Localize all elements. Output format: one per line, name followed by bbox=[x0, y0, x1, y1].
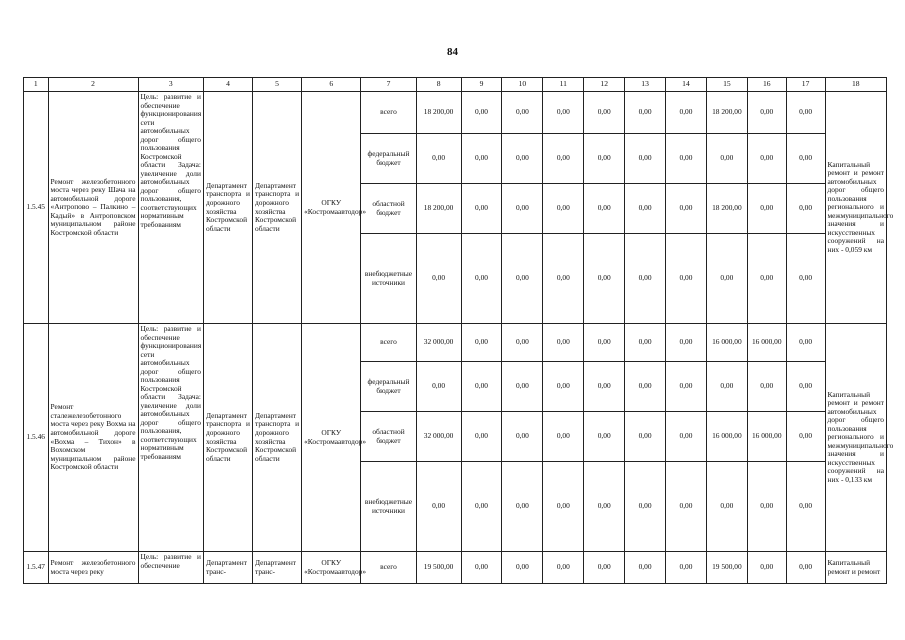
value-cell: 0,00 bbox=[625, 324, 666, 362]
value-cell: 0,00 bbox=[543, 92, 584, 134]
value-cell: 0,00 bbox=[543, 184, 584, 234]
value-cell: 0,00 bbox=[786, 134, 825, 184]
header-cell: 5 bbox=[253, 78, 302, 92]
value-cell: 0,00 bbox=[666, 552, 707, 584]
executor-cell: ОГКУ «Костромаавтодор» bbox=[302, 92, 361, 324]
coexecutor-cell: Департамент транс- bbox=[253, 552, 302, 584]
value-cell: 0,00 bbox=[625, 92, 666, 134]
goal-task-cell: Цель: развитие и обеспечение bbox=[138, 552, 203, 584]
responsible-cell: Департамент транс- bbox=[203, 552, 252, 584]
value-cell: 0,00 bbox=[416, 462, 461, 552]
header-cell: 6 bbox=[302, 78, 361, 92]
row-number-cell: 1.5.47 bbox=[24, 552, 49, 584]
header-cell: 4 bbox=[203, 78, 252, 92]
value-cell: 0,00 bbox=[502, 134, 543, 184]
value-cell: 0,00 bbox=[786, 234, 825, 324]
value-cell: 0,00 bbox=[666, 92, 707, 134]
value-cell: 18 200,00 bbox=[706, 92, 747, 134]
header-row bbox=[24, 78, 887, 92]
funding-source-cell: областной бюджет bbox=[361, 412, 416, 462]
value-cell: 0,00 bbox=[502, 412, 543, 462]
value-cell: 0,00 bbox=[502, 324, 543, 362]
event-name-cell: Ремонт сталежелезобетонного моста через реку Вохма на автомобильной дороге «Вохма – Тихон» в Вохомском муниципальном районе Костромской области bbox=[48, 324, 138, 552]
value-cell: 0,00 bbox=[747, 462, 786, 552]
value-cell: 0,00 bbox=[786, 462, 825, 552]
header-cell: 12 bbox=[584, 78, 625, 92]
value-cell: 0,00 bbox=[625, 134, 666, 184]
value-cell: 16 000,00 bbox=[747, 412, 786, 462]
header-cell: 16 bbox=[747, 78, 786, 92]
header-cell: 8 bbox=[416, 78, 461, 92]
value-cell: 18 200,00 bbox=[416, 92, 461, 134]
value-cell: 0,00 bbox=[543, 412, 584, 462]
table-row bbox=[24, 552, 887, 584]
value-cell: 0,00 bbox=[461, 552, 502, 584]
table-row bbox=[24, 92, 887, 134]
header-cell: 14 bbox=[666, 78, 707, 92]
value-cell: 32 000,00 bbox=[416, 412, 461, 462]
value-cell: 0,00 bbox=[747, 184, 786, 234]
value-cell: 0,00 bbox=[786, 92, 825, 134]
value-cell: 0,00 bbox=[584, 412, 625, 462]
value-cell: 0,00 bbox=[666, 412, 707, 462]
value-cell: 0,00 bbox=[786, 552, 825, 584]
value-cell: 0,00 bbox=[543, 134, 584, 184]
value-cell: 0,00 bbox=[706, 234, 747, 324]
event-name-cell: Ремонт железобетонного моста через реку Шача на автомобильной дороге «Антропово – Палкино – Кадый» в Антроповском муниципальном районе Костромской области bbox=[48, 92, 138, 324]
value-cell: 0,00 bbox=[666, 324, 707, 362]
funding-source-cell: внебюджетные источники bbox=[361, 234, 416, 324]
value-cell: 0,00 bbox=[543, 324, 584, 362]
value-cell: 18 200,00 bbox=[416, 184, 461, 234]
value-cell: 0,00 bbox=[786, 324, 825, 362]
value-cell: 0,00 bbox=[461, 134, 502, 184]
row-number-cell: 1.5.45 bbox=[24, 92, 49, 324]
value-cell: 0,00 bbox=[461, 324, 502, 362]
value-cell: 0,00 bbox=[666, 134, 707, 184]
value-cell: 0,00 bbox=[584, 184, 625, 234]
value-cell: 0,00 bbox=[584, 234, 625, 324]
value-cell: 0,00 bbox=[625, 552, 666, 584]
funding-source-cell: федеральный бюджет bbox=[361, 362, 416, 412]
value-cell: 0,00 bbox=[625, 412, 666, 462]
goal-task-cell: Цель: развитие и обеспечение функционирования сети автомобильных дорог общего пользования Костромской области Задача: увеличение доли автомобильных дорог общего пользования, соответствующих нормативным требованиям bbox=[138, 92, 203, 324]
row-number-cell: 1.5.46 bbox=[24, 324, 49, 552]
value-cell: 0,00 bbox=[747, 362, 786, 412]
header-cell: 9 bbox=[461, 78, 502, 92]
value-cell: 19 500,00 bbox=[706, 552, 747, 584]
header-cell: 1 bbox=[24, 78, 49, 92]
value-cell: 0,00 bbox=[747, 92, 786, 134]
result-cell: Капитальный ремонт и ремонт bbox=[825, 552, 887, 584]
value-cell: 0,00 bbox=[786, 412, 825, 462]
header-cell: 15 bbox=[706, 78, 747, 92]
value-cell: 0,00 bbox=[543, 362, 584, 412]
value-cell: 0,00 bbox=[461, 362, 502, 412]
value-cell: 19 500,00 bbox=[416, 552, 461, 584]
value-cell: 0,00 bbox=[625, 234, 666, 324]
value-cell: 0,00 bbox=[502, 552, 543, 584]
value-cell: 0,00 bbox=[543, 234, 584, 324]
header-cell: 13 bbox=[625, 78, 666, 92]
funding-source-cell: внебюджетные источники bbox=[361, 462, 416, 552]
value-cell: 0,00 bbox=[584, 324, 625, 362]
responsible-cell: Департамент транспорта и дорожного хозяйства Костромской области bbox=[203, 92, 252, 324]
value-cell: 0,00 bbox=[747, 234, 786, 324]
value-cell: 0,00 bbox=[502, 92, 543, 134]
value-cell: 0,00 bbox=[625, 184, 666, 234]
value-cell: 0,00 bbox=[706, 134, 747, 184]
value-cell: 0,00 bbox=[747, 134, 786, 184]
table-row bbox=[24, 324, 887, 362]
value-cell: 0,00 bbox=[584, 552, 625, 584]
value-cell: 0,00 bbox=[666, 462, 707, 552]
value-cell: 0,00 bbox=[625, 362, 666, 412]
header-cell: 3 bbox=[138, 78, 203, 92]
header-cell: 18 bbox=[825, 78, 887, 92]
goal-task-cell: Цель: развитие и обеспечение функционирования сети автомобильных дорог общего пользования Костромской области Задача: увеличение доли автомобильных дорог общего пользования, соответствующих нормативным требованиям bbox=[138, 324, 203, 552]
funding-source-cell: всего bbox=[361, 324, 416, 362]
value-cell: 0,00 bbox=[461, 462, 502, 552]
value-cell: 16 000,00 bbox=[706, 324, 747, 362]
value-cell: 0,00 bbox=[502, 184, 543, 234]
funding-source-cell: всего bbox=[361, 552, 416, 584]
page-number: 84 bbox=[447, 46, 458, 58]
value-cell: 0,00 bbox=[584, 362, 625, 412]
value-cell: 0,00 bbox=[666, 362, 707, 412]
value-cell: 0,00 bbox=[461, 184, 502, 234]
coexecutor-cell: Департамент транспорта и дорожного хозяйства Костромской области bbox=[253, 324, 302, 552]
value-cell: 0,00 bbox=[416, 362, 461, 412]
value-cell: 0,00 bbox=[543, 462, 584, 552]
responsible-cell: Департамент транспорта и дорожного хозяйства Костромской области bbox=[203, 324, 252, 552]
value-cell: 0,00 bbox=[747, 552, 786, 584]
result-cell: Капитальный ремонт и ремонт автомобильных дорог общего пользования регионального и межмуниципального значения и искусственных сооружений на них - 0,133 км bbox=[825, 324, 887, 552]
result-cell: Капитальный ремонт и ремонт автомобильных дорог общего пользования регионального и межмуниципального значения и искусственных сооружений на них - 0,059 км bbox=[825, 92, 887, 324]
header-cell: 17 bbox=[786, 78, 825, 92]
value-cell: 0,00 bbox=[502, 234, 543, 324]
value-cell: 0,00 bbox=[584, 134, 625, 184]
header-cell: 10 bbox=[502, 78, 543, 92]
funding-source-cell: федеральный бюджет bbox=[361, 134, 416, 184]
value-cell: 0,00 bbox=[584, 92, 625, 134]
funding-source-cell: областной бюджет bbox=[361, 184, 416, 234]
value-cell: 0,00 bbox=[416, 134, 461, 184]
header-cell: 7 bbox=[361, 78, 416, 92]
value-cell: 0,00 bbox=[706, 362, 747, 412]
executor-cell: ОГКУ «Костромаавтодор» bbox=[302, 552, 361, 584]
value-cell: 18 200,00 bbox=[706, 184, 747, 234]
value-cell: 0,00 bbox=[786, 362, 825, 412]
header-cell: 11 bbox=[543, 78, 584, 92]
value-cell: 0,00 bbox=[543, 552, 584, 584]
value-cell: 0,00 bbox=[706, 462, 747, 552]
value-cell: 32 000,00 bbox=[416, 324, 461, 362]
program-table bbox=[23, 77, 894, 584]
value-cell: 0,00 bbox=[625, 462, 666, 552]
header-cell: 2 bbox=[48, 78, 138, 92]
value-cell: 0,00 bbox=[666, 184, 707, 234]
event-name-cell: Ремонт железобетонного моста через реку bbox=[48, 552, 138, 584]
value-cell: 0,00 bbox=[786, 184, 825, 234]
value-cell: 0,00 bbox=[502, 462, 543, 552]
value-cell: 0,00 bbox=[666, 234, 707, 324]
value-cell: 16 000,00 bbox=[706, 412, 747, 462]
coexecutor-cell: Департамент транспорта и дорожного хозяйства Костромской области bbox=[253, 92, 302, 324]
value-cell: 0,00 bbox=[461, 234, 502, 324]
executor-cell: ОГКУ «Костромаавтодор» bbox=[302, 324, 361, 552]
value-cell: 0,00 bbox=[461, 412, 502, 462]
value-cell: 0,00 bbox=[461, 92, 502, 134]
value-cell: 0,00 bbox=[584, 462, 625, 552]
funding-source-cell: всего bbox=[361, 92, 416, 134]
value-cell: 0,00 bbox=[416, 234, 461, 324]
value-cell: 16 000,00 bbox=[747, 324, 786, 362]
value-cell: 0,00 bbox=[502, 362, 543, 412]
